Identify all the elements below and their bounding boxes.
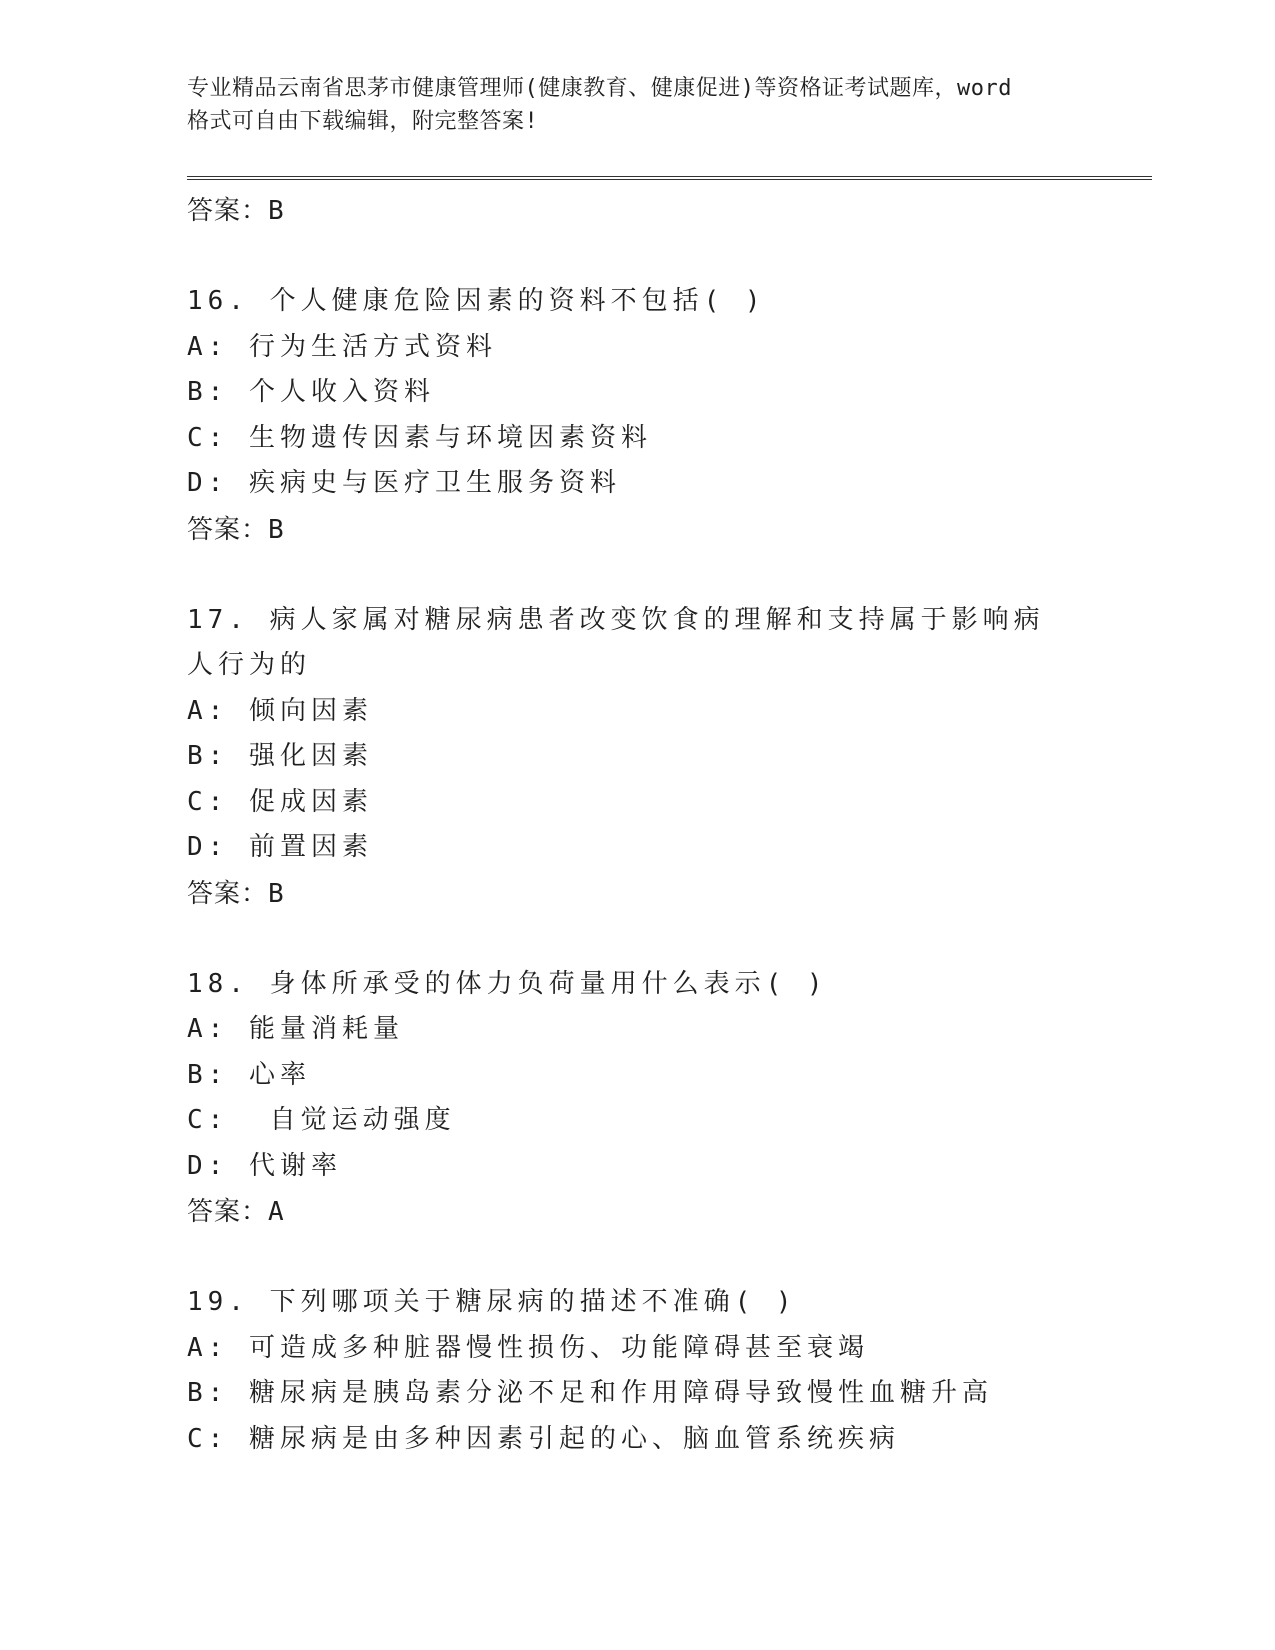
option-a: A: 行为生活方式资料 <box>187 331 497 362</box>
option-b: B: 糖尿病是胰岛素分泌不足和作用障碍导致慢性血糖升高 <box>187 1378 993 1408</box>
option-d: D: 代谢率 <box>187 1150 342 1181</box>
answer-value: A <box>268 1197 285 1227</box>
answer-label: 答案： <box>187 196 269 226</box>
answer-value: B <box>268 878 285 909</box>
option-a: A: 能量消耗量 <box>187 1014 404 1044</box>
answer-label: 答案： <box>187 878 269 909</box>
option-b: B: 强化因素 <box>187 741 373 771</box>
option-c: C: 自觉运动强度 <box>187 1105 456 1135</box>
answer-label: 答案： <box>187 1197 269 1227</box>
option-c: C: 促成因素 <box>187 786 373 817</box>
header-line-2: 格式可自由下载编辑，附完整答案! <box>187 109 539 134</box>
question-stem: 19. 下列哪项关于糖尿病的描述不准确( ) <box>187 1287 797 1317</box>
option-b: B: 个人收入资料 <box>187 377 435 407</box>
option-d: D: 疾病史与医疗卫生服务资料 <box>187 468 621 498</box>
answer-label: 答案： <box>187 514 269 545</box>
answer-line <box>187 507 1087 553</box>
question-stem: 16. 个人健康危险因素的资料不包括( ) <box>187 286 766 316</box>
option-c: C: 生物遗传因素与环境因素资料 <box>187 422 652 453</box>
option-d: D: 前置因素 <box>187 832 373 862</box>
document-header <box>187 72 1087 138</box>
answer-value: B <box>268 514 285 545</box>
header-line-1: 专业精品云南省思茅市健康管理师(健康教育、健康促进)等资格证考试题库，word <box>187 76 1012 101</box>
answer-line <box>187 871 1087 917</box>
question-stem: 18. 身体所承受的体力负荷量用什么表示( ) <box>187 968 828 999</box>
option-b: B: 心率 <box>187 1059 311 1090</box>
header-divider <box>187 176 1152 180</box>
option-a: A: 可造成多种脏器慢性损伤、功能障碍甚至衰竭 <box>187 1332 869 1363</box>
question-18 <box>187 962 1087 1236</box>
option-a: A: 倾向因素 <box>187 695 373 726</box>
question-17 <box>187 598 1087 917</box>
answer-value: B <box>268 196 285 226</box>
question-19 <box>187 1280 1087 1462</box>
answer-line <box>187 1189 1087 1235</box>
answer-line <box>187 188 1087 234</box>
question-16 <box>187 279 1087 553</box>
question-stem: 17. 病人家属对糖尿病患者改变饮食的理解和支持属于影响病人行为的 <box>187 604 1045 680</box>
document-body <box>187 188 1087 1462</box>
option-c: C: 糖尿病是由多种因素引起的心、脑血管系统疾病 <box>187 1423 900 1454</box>
